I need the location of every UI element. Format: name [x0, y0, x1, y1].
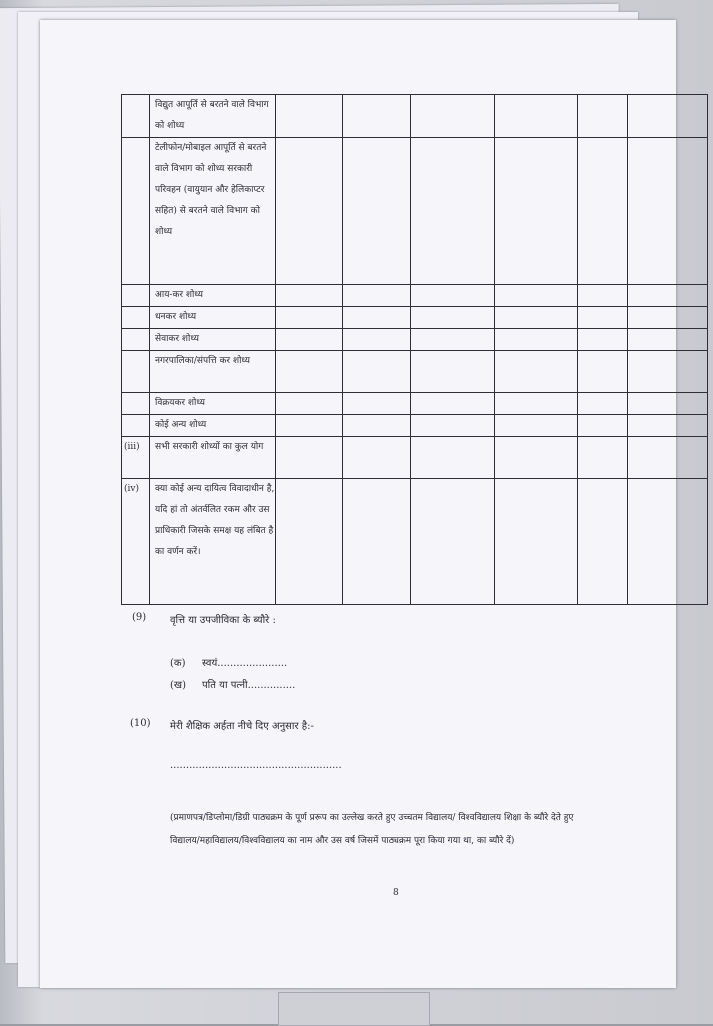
table-cell	[578, 307, 628, 329]
row-label: विद्युत आपूर्ति से बरतने वाले विभाग को शोध्य	[150, 95, 276, 138]
row-number	[122, 351, 150, 393]
table-row	[122, 351, 708, 393]
table-cell	[343, 138, 411, 285]
section-9-b-text: पति या पत्नी...............	[202, 680, 296, 691]
section-9-number: (9)	[132, 612, 147, 623]
table-row	[122, 437, 708, 479]
row-number	[122, 307, 150, 329]
table-row	[122, 393, 708, 415]
table-cell	[276, 95, 343, 138]
row-number	[122, 329, 150, 351]
section-9-title: वृत्ति या उपजीविका के ब्यौरे :	[170, 615, 276, 626]
table-cell	[411, 329, 495, 351]
table-cell	[495, 285, 578, 307]
table-cell	[578, 437, 628, 479]
table-cell	[343, 307, 411, 329]
table-cell	[411, 437, 495, 479]
table-row	[122, 479, 708, 605]
table-cell	[411, 95, 495, 138]
table-cell	[411, 415, 495, 437]
table-row	[122, 95, 708, 138]
section-10-title: मेरी शैक्षिक अर्हता नीचे दिए अनुसार है:-	[170, 721, 314, 732]
page-number: 8	[393, 888, 399, 898]
table-row	[122, 415, 708, 437]
table-cell	[628, 393, 708, 415]
table-row	[122, 138, 708, 285]
table-cell	[495, 393, 578, 415]
binder-clip	[278, 992, 430, 1026]
row-label: कोई अन्य शोध्य	[150, 415, 276, 437]
table-cell	[276, 351, 343, 393]
table-cell	[276, 479, 343, 605]
table-cell	[578, 415, 628, 437]
table-cell	[343, 479, 411, 605]
row-number	[122, 95, 150, 138]
table-cell	[578, 95, 628, 138]
table-cell	[343, 285, 411, 307]
row-label: विक्रयकर शोध्य	[150, 393, 276, 415]
row-number	[122, 393, 150, 415]
table-cell	[276, 393, 343, 415]
table-cell	[628, 95, 708, 138]
document-page	[40, 20, 676, 988]
row-number: (iii)	[122, 437, 150, 479]
row-label: नगरपालिका/संपत्ति कर शोध्य	[150, 351, 276, 393]
table-cell	[343, 437, 411, 479]
table-row	[122, 307, 708, 329]
table-cell	[411, 138, 495, 285]
table-cell	[628, 138, 708, 285]
section-9-b-label: (ख)	[170, 680, 186, 691]
row-number	[122, 285, 150, 307]
table-cell	[495, 307, 578, 329]
table-cell	[411, 285, 495, 307]
table-cell	[628, 415, 708, 437]
table-cell	[578, 329, 628, 351]
table-cell	[276, 329, 343, 351]
row-number	[122, 138, 150, 285]
row-number: (iv)	[122, 479, 150, 605]
table-cell	[276, 285, 343, 307]
table-cell	[495, 351, 578, 393]
table-cell	[276, 307, 343, 329]
table-cell	[276, 415, 343, 437]
table-cell	[343, 95, 411, 138]
row-number	[122, 415, 150, 437]
row-label: सेवाकर शोध्य	[150, 329, 276, 351]
table-cell	[578, 138, 628, 285]
table-cell	[495, 479, 578, 605]
table-cell	[495, 138, 578, 285]
table-cell	[578, 351, 628, 393]
row-label: सभी सरकारी शोध्यों का कुल योग	[150, 437, 276, 479]
dues-table	[121, 94, 708, 605]
table-cell	[276, 437, 343, 479]
table-cell	[343, 415, 411, 437]
section-10-number: (10)	[130, 718, 151, 729]
row-label: क्या कोई अन्य दायित्व विवादाधीन है, यदि हां तो अंतर्वलित रकम और उस प्राधिकारी जिसके समक्ष यह लंबित है का वर्णन करें।	[150, 479, 276, 605]
table-cell	[628, 351, 708, 393]
table-cell	[411, 479, 495, 605]
table-cell	[495, 415, 578, 437]
row-label: धनकर शोध्य	[150, 307, 276, 329]
table-cell	[628, 479, 708, 605]
table-row	[122, 329, 708, 351]
table-cell	[628, 329, 708, 351]
table-row	[122, 285, 708, 307]
table-cell	[343, 393, 411, 415]
table-cell	[578, 285, 628, 307]
table-cell	[495, 437, 578, 479]
table-cell	[495, 329, 578, 351]
table-cell	[343, 329, 411, 351]
table-cell	[578, 393, 628, 415]
table-cell	[411, 393, 495, 415]
row-label: टेलीफोन/मोबाइल आपूर्ति से बरतने वाले विभाग को शोध्य सरकारी परिवहन (वायुयान और हेलिकाप्टर सहित) से बरतने वाले विभाग को शोध्य	[150, 138, 276, 285]
table-cell	[628, 285, 708, 307]
table-cell	[495, 95, 578, 138]
qualification-blank: ......................................................	[170, 760, 342, 771]
section-9-a-text: स्वयं......................	[202, 658, 288, 669]
row-label: आय-कर शोध्य	[150, 285, 276, 307]
table-cell	[343, 351, 411, 393]
table-cell	[628, 437, 708, 479]
table-cell	[628, 307, 708, 329]
table-cell	[411, 351, 495, 393]
table-cell	[411, 307, 495, 329]
qualification-note-line-2: विद्यालय/महाविद्यालय/विश्वविद्यालय का नाम और उस वर्ष जिसमें पाठ्यक्रम पूरा किया गया था, का ब्यौरे दें)	[170, 836, 515, 846]
qualification-note-line-1: (प्रमाणपत्र/डिप्लोमा/डिग्री पाठ्यक्रम के पूर्ण प्ररूप का उल्लेख करते हुए उच्चतम विद्यालय/ विश्वविद्यालय शिक्षा के ब्यौरे देते हुए	[170, 813, 574, 823]
section-9-a-label: (क)	[170, 658, 186, 669]
table-cell	[578, 479, 628, 605]
table-cell	[276, 138, 343, 285]
